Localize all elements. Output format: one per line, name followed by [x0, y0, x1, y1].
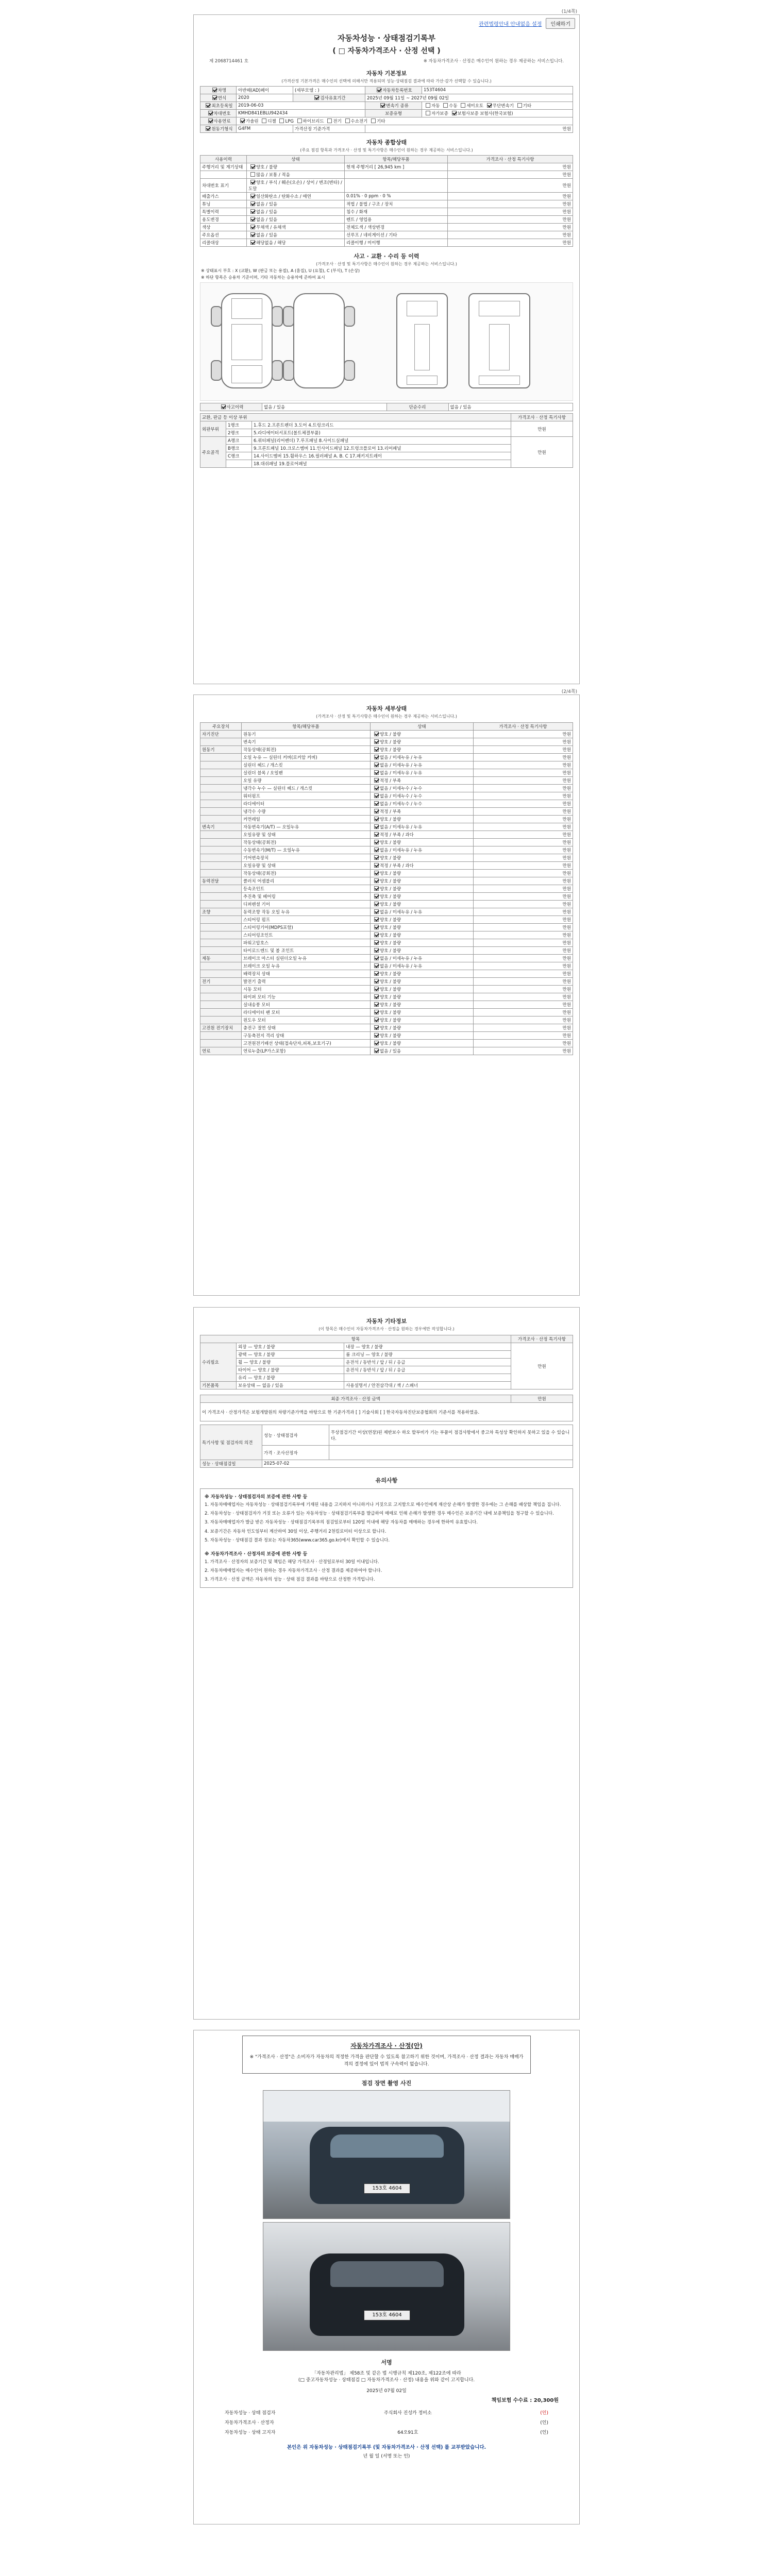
notice-item: 4. 보증기간은 자동차 인도일부터 계산하여 30일 이상, 주행거리 2천킬로미터 이상으로 합니다. — [205, 1529, 386, 1534]
price-estimate-box: 자동차가격조사 · 산정(안) ※ "가격조사 · 산정"은 소비자가 자동차의 적정한 가격을 판단할 수 있도록 참고하기 위한 것이며, 가격조사 · 산정 결과는 자동차 매매가격의 결정에 있어 법적 구속력이 없습니다. — [242, 2036, 531, 2074]
fee: 책임보험 수수료 : 20,300원 — [491, 2398, 559, 2403]
print-button[interactable]: 인쇄하기 — [546, 18, 575, 29]
checkbox-checked-icon[interactable] — [374, 762, 379, 767]
table-row: 수리필요 외장 — 양호 / 불량 내장 — 양호 / 불량 만원 — [200, 1343, 573, 1351]
roof-panel — [231, 324, 262, 360]
table-row: 오일유량 및 상태 적정 / 부족 / 과다 만원 — [200, 831, 573, 839]
checkbox-checked-icon[interactable] — [374, 886, 379, 891]
checkbox-checked-icon[interactable] — [250, 240, 255, 245]
checkbox-checked-icon[interactable] — [380, 103, 385, 108]
table-row: 원동기 작동상태(공회전) 양호 / 불량 만원 — [200, 746, 573, 754]
table-row: 조향 동력조향 작동 오일 누유 없음 / 미세누유 / 누유 만원 — [200, 908, 573, 916]
page-number: (1/4쪽) — [561, 9, 577, 14]
checkbox-checked-icon[interactable] — [374, 917, 379, 922]
motor-type: G4FM — [237, 125, 293, 133]
table-row: 튜닝 없음 / 있음 적법 / 불법 / 구조 / 장치 만원 — [200, 200, 573, 208]
basic-info-note: (가격산정 기본가격은 매수인의 선택에 의해서만 적용되며 성능·상태점검 결과에 따라 가산·감가 선택할 수 있습니다.) — [281, 79, 492, 83]
table-row: 배력장치 상태 양호 / 불량 만원 — [200, 970, 573, 978]
license-plate: 153호 4604 — [364, 2183, 410, 2194]
checkbox-checked-icon[interactable] — [374, 994, 379, 999]
fuel-options: 가솔린 디젤 LPG 하이브리드 전기 수소전기 기타 — [237, 117, 573, 125]
checkbox-checked-icon[interactable] — [374, 1033, 379, 1038]
table-row: 커먼레일 양호 / 불량 만원 — [200, 816, 573, 823]
notice-item: 3. 가격조사 · 산정 금액은 자동차의 성능 · 상태 점검 결과를 바탕으로 산정한 가격입니다. — [205, 1577, 375, 1583]
table-row: 냉각수 누수 — 실린더 헤드 / 개스킷 없음 / 미세누수 / 누수 만원 — [200, 785, 573, 792]
price-basis-label: 가격산정 기준가격 — [293, 125, 365, 133]
checkbox-checked-icon[interactable] — [374, 778, 379, 783]
wheel — [272, 306, 283, 327]
checkbox-checked-icon[interactable] — [374, 956, 379, 960]
etc-note: (이 항목은 매수인이 자동차가격조사 · 산정을 원하는 경우에만 작성합니다.) — [318, 1327, 455, 1331]
accident-note: (가격조사 · 산정 및 특기사항은 매수인이 원하는 경우 제공하는 서비스입니다.) — [316, 262, 457, 266]
signer-row: 자동차성능 · 상태 점검자 주식회사 진성카 정비소 (인) — [225, 2411, 548, 2416]
photo-title: 점검 장면 촬영 사진 — [361, 2080, 412, 2087]
checkbox-empty-icon[interactable] — [461, 103, 465, 108]
table-row: 배출가스 일산화탄소 / 탄화수소 / 매연 0.01% · 0 ppm · 0 % 만원 — [200, 193, 573, 200]
checkbox-checked-icon[interactable] — [374, 863, 379, 868]
table-row: 특별이력 없음 / 있음 침수 / 화재 만원 — [200, 208, 573, 216]
checkbox-checked-icon[interactable] — [374, 1025, 379, 1030]
notice-item: 1. 자동차매매업자는 자동차성능 · 상태점검기록부에 기재된 내용을 고지하지 아니하거나 거짓으로 고지함으로 매수인에게 재산상 손해가 발생한 경우에는 그 손해를 배상할 책임을 집니다. — [205, 1502, 561, 1507]
wheel — [283, 306, 294, 327]
checkbox-empty-icon[interactable] — [426, 111, 430, 115]
table-row: 리콜대상 해당없음 / 해당 리콜이행 / 미이행 만원 — [200, 239, 573, 247]
checkbox-empty-icon[interactable] — [517, 103, 522, 108]
table-row: 변속기 양호 / 불량 만원 — [200, 738, 573, 746]
table-row: 연료 연료누출(LP가스포함) 없음 / 있음 만원 — [200, 1047, 573, 1055]
table-row: 동력전달 클러치 어셈블리 양호 / 불량 만원 — [200, 877, 573, 885]
table-row: 냉각수 수량 적정 / 부족 만원 — [200, 808, 573, 816]
checkbox-checked-icon[interactable] — [250, 194, 255, 198]
accident-summary: 사고이력 없음 / 있음 단순수리 없음 / 있음 — [200, 403, 573, 411]
checkbox-checked-icon[interactable] — [374, 840, 379, 844]
reg-number: 153T4604 — [422, 87, 573, 94]
checkbox-checked-icon[interactable] — [208, 111, 213, 115]
sign-title: 서명 — [381, 2359, 392, 2366]
frame-panel — [479, 301, 520, 316]
checkbox-checked-icon[interactable] — [374, 925, 379, 929]
checkbox-checked-icon[interactable] — [374, 755, 379, 759]
checkbox-checked-icon[interactable] — [374, 1018, 379, 1022]
table-row: 주행거리 및 계기상태 양호 / 불량 현재 주행거리 [ 26,945 km ] 만원 — [200, 163, 573, 171]
wheel — [283, 360, 294, 381]
checkbox-checked-icon[interactable] — [374, 1048, 379, 1053]
checkbox-checked-icon[interactable] — [374, 979, 379, 984]
checkbox-checked-icon[interactable] — [250, 164, 255, 169]
table-row: 수동변속기(M/T) — 오일누유 없음 / 미세누유 / 누유 만원 — [200, 846, 573, 854]
table-row: 작동상태(공회전) 양호 / 불량 만원 — [200, 839, 573, 846]
vin: KMHD841EBLU942434 — [237, 110, 365, 117]
first-reg-date: 2019-06-03 — [237, 102, 365, 110]
table-row: 스티어링기어(MDPS포함) 양호 / 불량 만원 — [200, 924, 573, 931]
table-row: 등속조인트 양호 / 불량 만원 — [200, 885, 573, 893]
checkbox-checked-icon[interactable] — [250, 209, 255, 214]
frame-panel — [407, 301, 438, 316]
table-row: 타이어 — 양호 / 불량 운전석 / 동반석 / 앞 / 뒤 / 응급 — [200, 1366, 573, 1374]
checkbox-checked-icon[interactable] — [374, 948, 379, 953]
exterior-table: 교환, 판금 등 이상 부위 가격조사 · 산정 특기사항 외판부위 1랭크 1.후드 2.프론트펜더 3.도어 4.트렁크리드 만원 2랭크 5.라디에이터서포트(볼트체결부품) 주요골격 A랭크 6.쿼터패널(리어펜더) 7.루프패널 8.사이드실패널 만원 B랭크 9.프론트패널 10.크로스멤버 11.인사이드패널 12.트렁크플로어 13.리어패널 C랭크 14.사이드멤버 15.휠하우스 16.필러패널 A. B. C 17.패키지트레이 18.대쉬패널 19.플로어패널 — [200, 413, 573, 468]
checkbox-empty-icon[interactable] — [426, 103, 430, 108]
doc-title: 자동차성능 · 상태점검기록부 — [337, 33, 436, 43]
accident-legend: ※ 상태표시 부호 : X (교환), W (판금 또는 용접), A (흠집), U (요철), C (부식), T (손상) — [201, 268, 360, 273]
checkbox-checked-icon[interactable] — [374, 809, 379, 814]
checkbox-empty-icon[interactable] — [297, 118, 302, 123]
checkbox-checked-icon[interactable] — [374, 855, 379, 860]
status-note: (주요 점검 항목과 가격조사 · 산정 및 특기사항은 매수인이 원하는 경우 제공하는 서비스입니다.) — [300, 148, 473, 152]
notice-item: 1. 가격조사 · 산정자의 보증기간 및 책임은 해당 가격조사 · 산정일로부터 30일 이내입니다. — [205, 1559, 379, 1565]
table-row: 기본품목 보유상태 — 없음 / 있음 사용설명서 / 안전삼각대 / 잭 / 스패너 — [200, 1382, 573, 1389]
table-row: 와이퍼 모터 기능 양호 / 불량 만원 — [200, 993, 573, 1001]
table-row: 주요옵션 없음 / 있음 선루프 / 네비게이션 / 기타 만원 — [200, 231, 573, 239]
table-row: 실린더 블록 / 오일팬 없음 / 미세누유 / 누유 만원 — [200, 769, 573, 777]
table-row: 광택 — 양호 / 불량 룸 크리닝 — 양호 / 불량 — [200, 1351, 573, 1359]
checkbox-empty-icon[interactable] — [345, 118, 350, 123]
detail-note: (가격조사 · 산정 및 특기사항은 매수인이 원하는 경우 제공하는 서비스입니다.) — [316, 714, 457, 719]
checkbox-checked-icon[interactable] — [374, 824, 379, 829]
doc-number: 제 2068714461 호 — [209, 59, 248, 64]
checkbox-checked-icon[interactable] — [374, 933, 379, 937]
checkbox-checked-icon[interactable] — [374, 801, 379, 806]
year: 2020 — [237, 94, 293, 102]
checkbox-checked-icon[interactable] — [374, 1002, 379, 1007]
checkbox-checked-icon[interactable] — [374, 940, 379, 945]
notice-item: 5. 자동차성능 · 상태점검 결과 정보는 자동차365(www.car365.go.kr)에서 확인할 수 있습니다. — [205, 1537, 390, 1543]
checkbox-empty-icon[interactable] — [250, 172, 255, 177]
checkbox-checked-icon[interactable] — [374, 848, 379, 852]
etc-table: 항목 가격조사 · 산정 특기사항 수리필요 외장 — 양호 / 불량 내장 — 양호 / 불량 만원 광택 — 양호 / 불량 룸 크리닝 — 양호 / 불량 휠 — 양호 / 불량 운전석 / 동반석 / 앞 / 뒤 / 응급 타이어 — 양호 / 불량 운전석 / 동반석 / 앞 / 뒤 / 응급 유리 — 양호 / 불량 기본품목 보유상태 — 없음 / 있음 사용설명서 / 안전삼각대 / 잭 / 스패너 — [200, 1335, 573, 1389]
checkbox-checked-icon[interactable] — [377, 88, 381, 92]
table-row: 윈도우 모터 양호 / 불량 만원 — [200, 1016, 573, 1024]
wheel — [211, 306, 222, 327]
checkbox-checked-icon[interactable] — [374, 1010, 379, 1014]
checkbox-checked-icon[interactable] — [374, 770, 379, 775]
sign-law-2: (□ 중고자동차성능 · 상태점검 □ 자동차가격조사 · 산정) 내용을 위와 같이 고지합니다. — [298, 2378, 475, 2383]
basic-info-table: 차명 아반떼(AD)페이 (세부모델 : ) 자동차등록번호 153T4604 연식 2020 검사유효기간 2025년 09월 11일 ~ 2027년 09월 02일 최초등록일 2019-06-03 변속기 종류 자동 수동 세미오토 무단변속기 기타 차대번호 KMHD841EBLU942434 보증유형 자가보증 보험사보증 보험사(한국보험) 사용연료 가솔린 디젤 LPG 하이브리드 전기 수소전기 기타 원동기형식 G4FM 가격산정 기준가격 만원 — [200, 86, 573, 133]
frame-panel — [479, 376, 520, 385]
page-2 — [193, 689, 580, 1296]
accident-title: 사고 · 교환 · 수리 등 이력 — [354, 253, 419, 260]
checkbox-checked-icon[interactable] — [208, 118, 213, 123]
checkbox-checked-icon[interactable] — [250, 225, 255, 229]
warranty-label: 보증유형 — [365, 110, 422, 117]
trunk-panel — [231, 365, 262, 383]
accident-legend-2: ※ 하단 항목은 승용차 기준이며, 기타 자동차는 승용차에 준하여 표시 — [201, 275, 325, 280]
table-row: 유리 — 양호 / 불량 — [200, 1374, 573, 1382]
page-number: (2/4쪽) — [561, 689, 577, 694]
checkbox-checked-icon[interactable] — [240, 118, 245, 123]
table-row: 브레이크 오일 누유 없음 / 미세누유 / 누유 만원 — [200, 962, 573, 970]
checkbox-checked-icon[interactable] — [250, 232, 255, 237]
notice-box: ※ 자동차성능 · 상태점검자의 보증에 관한 사항 등 1. 자동차매매업자는 자동차성능 · 상태점검기록부에 기재된 내용을 고지하지 아니하거나 거짓으로 고지함으로 매수인에게 재산상 손해가 발생한 경우에는 그 손해를 배상할 책임을 집니다. 2. 자동차성능 · 상태점검자가 거짓 또는 오류가 있는 자동차성능 · 상태점검기록부를 발급하여 매매로 인해 손해가 발생한 경우 매수인은 보증기간 내에 보증책임을 청구할 수 있습니다. 3. 자동차매매업자가 발급 받은 자동차성능 · 상태점검기록부의 점검일로부터 120일 이내에 해당 자동차를 매매하는 경우에 한하여 유효합니다. 4. 보증기간은 자동차 인도일부터 계산하여 30일 이상, 주행거리 2천킬로미터 이상으로 합니다. 5. 자동차성능 · 상태점검 결과 정보는 자동차365(www.car365.go.kr)에서 확인할 수 있습니다. ※ 자동차가격조사 · 산정자의 보증에 관한 사항 등 1. 가격조사 · 산정자의 보증기간 및 책임은 해당 가격조사 · 산정일로부터 30일 이내입니다. 2. 자동차매매업자는 매수인이 원하는 경우 자동차가격조사 · 산정 결과를 제공하여야 합니다. 3. 가격조사 · 산정 금액은 자동차의 성능 · 상태 점검 결과를 바탕으로 산정한 가격입니다. — [200, 1488, 573, 1588]
page-1 — [193, 9, 580, 684]
notice-title: 유의사항 — [375, 1477, 398, 1484]
wheel — [344, 360, 355, 381]
table-row: 고전원 전기장치 충전구 절연 상태 양호 / 불량 만원 — [200, 1024, 573, 1032]
table-row: 전기 발전기 출력 양호 / 불량 만원 — [200, 978, 573, 986]
table-row: 색상 무채색 / 유채색 전체도색 / 색상변경 만원 — [200, 224, 573, 231]
table-row: 스티어링 펌프 양호 / 불량 만원 — [200, 916, 573, 924]
checkbox-checked-icon[interactable] — [374, 786, 379, 790]
checkbox-checked-icon[interactable] — [487, 103, 492, 108]
checkbox-empty-icon[interactable] — [327, 118, 332, 123]
status-table: 사용이력 상태 항목/해당부품 가격조사 · 산정 특기사항 주행거리 및 계기상태 양호 / 불량 현재 주행거리 [ 26,945 km ] 만원 많음 / 보통 / 적음 만원 차대번호 표기 양호 / 부식 / 훼손(오손) / 상이 / 변조(변타) / 도말 만원 배출가스 일산화탄소 / 탄화수소 / 매연 0.01% · 0 ppm · 0 % 만원 튜닝 없음 / 있음 적법 / 불법 / 구조 / 장치 만원 특별이력 없음 / 있음 침수 / 화재 만원 용도변경 없음 / 있음 렌트 / 영업용 만원 색상 무채색 / 유채색 전체도색 / 색상변경 만원 주요옵션 없음 / 있음 선루프 / 네비게이션 / 기타 만원 리콜대상 해당없음 / 해당 리콜이행 / 미이행 만원 — [200, 155, 573, 247]
car-bottom-view — [293, 293, 345, 388]
checkbox-empty-icon[interactable] — [443, 103, 448, 108]
etc-title: 자동차 기타정보 — [366, 1318, 407, 1325]
checkbox-checked-icon[interactable] — [374, 747, 379, 752]
table-row: 고전원전기배선 상태(접속단자,피복,보호기구) 양호 / 불량 만원 — [200, 1040, 573, 1047]
signer-row: 자동차성능 · 상태 고지자 64오91호 (인) — [225, 2430, 548, 2435]
table-row: 오일유량 및 상태 적정 / 부족 / 과다 만원 — [200, 862, 573, 870]
notice-item: 2. 자동차성능 · 상태점검자가 거짓 또는 오류가 있는 자동차성능 · 상태점검기록부를 발급하여 매매로 인해 손해가 발생한 경우 매수인은 보증기간 내에 보증책임을 청구할 수 있습니다. — [205, 1511, 554, 1517]
basic-info-title: 자동차 기본정보 — [366, 70, 407, 77]
checkbox-checked-icon[interactable] — [221, 404, 226, 409]
table-row: 라디에이터 팬 모터 양호 / 불량 만원 — [200, 1009, 573, 1016]
table-row: 타이로드엔드 및 볼 조인트 양호 / 불량 만원 — [200, 947, 573, 955]
checkbox-checked-icon[interactable] — [374, 732, 379, 736]
table-row: 차대번호 표기 양호 / 부식 / 훼손(오손) / 상이 / 변조(변타) / 도말 만원 — [200, 179, 573, 193]
rear-photo — [263, 2222, 510, 2351]
frame-panel — [414, 324, 430, 370]
warranty-options: 자가보증 보험사보증 보험사(한국보험) — [422, 110, 573, 117]
frame-panel — [407, 376, 438, 385]
car-grade: (세부모델 : ) — [293, 87, 365, 94]
checkbox-checked-icon[interactable] — [212, 88, 217, 92]
checkbox-checked-icon[interactable] — [374, 987, 379, 991]
checkbox-checked-icon[interactable] — [250, 217, 255, 222]
checkbox-checked-icon[interactable] — [374, 871, 379, 875]
transmission-options: 자동 수동 세미오토 무단변속기 기타 — [422, 102, 573, 110]
special-table: 특기사항 및 점검자의 의견 성능 · 상태점검자 무상점검기간 이상(연장)된 제반보수 하오 할부비가 기는 부품이 점검사항에서 중고차 특성상 확인하지 못하고 있을 수 있습니다. 가격 · 조사산정자 성능 · 상태점검일 2025-07-02 — [200, 1425, 573, 1468]
table-row: 작동상태(공회전) 양호 / 불량 만원 — [200, 870, 573, 877]
checkbox-checked-icon[interactable] — [212, 95, 217, 100]
hood-panel — [231, 298, 262, 319]
top-bar — [479, 18, 575, 29]
checkbox-checked-icon[interactable] — [452, 111, 457, 115]
table-row: 구동축전지 격리 상태 양호 / 불량 만원 — [200, 1032, 573, 1040]
notice-item: 2. 자동차매매업자는 매수인이 원하는 경우 자동차가격조사 · 산정 결과를 제공하여야 합니다. — [205, 1568, 382, 1574]
wheel — [272, 360, 283, 381]
table-row: 라디에이터 없음 / 미세누수 / 누수 만원 — [200, 800, 573, 808]
page-3 — [193, 1307, 580, 2020]
front-photo — [263, 2090, 510, 2219]
checkbox-checked-icon[interactable] — [374, 963, 379, 968]
checkbox-checked-icon[interactable] — [374, 878, 379, 883]
price-unit: 만원 — [365, 125, 573, 133]
law-link[interactable]: 관련법령안내 안내없음 설정 — [479, 22, 542, 27]
table-row: 파워고압호스 양호 / 불량 만원 — [200, 939, 573, 947]
checkbox-checked-icon[interactable] — [374, 817, 379, 821]
footer: 본인은 위 자동차성능 · 상태점검기록부 (및 자동차가격조사 · 산정 선택) 를 교부받았습니다. — [287, 2445, 486, 2450]
table-row: 용도변경 없음 / 있음 렌트 / 영업용 만원 — [200, 216, 573, 224]
checkbox-checked-icon[interactable] — [374, 971, 379, 976]
table-row: 추진축 및 베어링 양호 / 불량 만원 — [200, 893, 573, 901]
checkbox-empty-icon[interactable] — [279, 118, 284, 123]
checkbox-checked-icon[interactable] — [374, 909, 379, 914]
car-diagram-icon — [200, 282, 573, 401]
checkbox-checked-icon[interactable] — [374, 793, 379, 798]
table-row: 시동 모터 양호 / 불량 만원 — [200, 986, 573, 993]
table-row: 오일 유량 적정 / 부족 만원 — [200, 777, 573, 785]
checkbox-checked-icon[interactable] — [206, 103, 210, 108]
doc-note: ※ 자동차가격조사 · 산정은 매수인이 원하는 경우 제공하는 서비스입니다. — [423, 59, 564, 64]
checkbox-checked-icon[interactable] — [374, 1041, 379, 1045]
sign-date: 2025년 07월 02일 — [366, 2388, 407, 2394]
car-name: 아반떼(AD)페이 — [237, 87, 293, 94]
table-row: 자기진단 원동기 양호 / 불량 만원 — [200, 731, 573, 738]
checkbox-checked-icon[interactable] — [206, 126, 210, 131]
signer-list — [225, 2408, 548, 2437]
table-row: 실내송풍 모터 양호 / 불량 만원 — [200, 1001, 573, 1009]
checkbox-checked-icon[interactable] — [374, 894, 379, 899]
checkbox-checked-icon[interactable] — [250, 201, 255, 206]
table-row: 스티어링조인트 양호 / 불량 만원 — [200, 931, 573, 939]
detail-title: 자동차 세부상태 — [366, 705, 407, 712]
wheel — [344, 306, 355, 327]
valid-period: 2025년 09월 11일 ~ 2027년 09월 02일 — [365, 94, 573, 102]
table-row: 오일 누유 — 실린더 커버(로커암 커버) 없음 / 미세누유 / 누유 만원 — [200, 754, 573, 761]
checkbox-checked-icon[interactable] — [374, 832, 379, 837]
table-row: 많음 / 보통 / 적음 만원 — [200, 171, 573, 179]
checkbox-checked-icon[interactable] — [374, 739, 379, 744]
checkbox-checked-icon[interactable] — [374, 902, 379, 906]
page-4 — [193, 2030, 580, 2524]
detail-table: 주요장치 항목/해당부품 상태 가격조사 · 산정 특기사항 자기진단 원동기 양호 / 불량 만원 변속기 양호 / 불량 만원 원동기 작동상태(공회전) 양호 / 불량 만원 오일 누유 — 실린더 커버(로커암 커버) 없음 / 미세누유 / 누유 만원 실린더 헤드 / 개스킷 없음 / 미세누유 / 누유 만원 실린더 블록 / 오일팬 없음 / 미세누유 / 누유 만원 오일 유량 적정 / 부족 만원 냉각수 누수 — 실린더 헤드 / 개스킷 없음 / 미세누수 / 누수 만원 워터펌프 없음 / 미세누수 / 누수 만원 라디에이터 없음 / 미세누수 / 누수 만원 냉각수 수량 적정 / 부족 만원 커먼레일 양호 / 불량 만원 변속기 자동변속기(A/T) — 오일누유 없음 / 미세누유 / 누유 만원 오일유량 및 상태 적정 / 부족 / 과다 만원 작동상태(공회전) 양호 / 불량 만원 수동변속기(M/T) — 오일누유 없음 / 미세누유 / 누유 만원 기어변속장치 양호 / 불량 만원 오일유량 및 상태 적정 / 부족 / 과다 만원 작동상태(공회전) 양호 / 불량 만원 동력전달 클러치 어셈블리 양호 / 불량 만원 등속조인트 양호 / 불량 만원 추진축 및 베어링 양호 / 불량 만원 디퍼렌셜 기어 양호 / 불량 만원 조향 동력조향 작동 오일 누유 없음 / 미세누유 / 누유 만원 스티어링 펌프 양호 / 불량 만원 스티어링기어(MDPS포함) 양호 / 불량 만원 스티어링조인트 양호 / 불량 만원 파워고압호스 양호 / 불량 만원 타이로드엔드 및 볼 조인트 양호 / 불량 만원 제동 브레이크 마스터 실린더오일 누유 없음 / 미세누유 / 누유 만원 브레이크 오일 누유 없음 / 미세누유 / 누유 만원 배력장치 상태 양호 / 불량 만원 전기 발전기 출력 양호 / 불량 만원 시동 모터 양호 / 불량 만원 와이퍼 모터 기능 양호 / 불량 만원 실내송풍 모터 양호 / 불량 만원 라디에이터 팬 모터 양호 / 불량 만원 윈도우 모터 양호 / 불량 만원 고전원 전기장치 충전구 절연 상태 양호 / 불량 만원 구동축전지 격리 상태 양호 / 불량 만원 고전원전기배선 상태(접속단자,피복,보호기구) 양호 / 불량 만원 연료 연료누출(LP가스포함) 없음 / 있음 만원 — [200, 722, 573, 1055]
checkbox-empty-icon[interactable] — [262, 118, 266, 123]
checkbox-empty-icon[interactable] — [371, 118, 376, 123]
table-row: 실린더 헤드 / 개스킷 없음 / 미세누유 / 누유 만원 — [200, 761, 573, 769]
opinion-table: 최종 가격조사 · 산정 금액 만원 이 가격조사 · 산정가격은 보험개발원의 차량기준가액을 바탕으로 한 기준가격과 [ ] 기술사회 [ ] 한국자동차진단보증협회의 기준서를 적용하였음. — [200, 1395, 573, 1421]
license-plate: 153호 4604 — [364, 2310, 410, 2320]
doc-subtitle: ( □ 자동차가격조사 · 산정 선택 ) — [332, 47, 441, 55]
sign-law: 「자동차관리법」 제58조 및 같은 법 시행규칙 제120조, 제122조에 따라 — [312, 2371, 461, 2376]
status-title: 자동차 종합상태 — [366, 139, 407, 146]
table-row: 제동 브레이크 마스터 실린더오일 누유 없음 / 미세누유 / 누유 만원 — [200, 955, 573, 962]
checkbox-checked-icon[interactable] — [314, 95, 319, 100]
table-row: 휠 — 양호 / 불량 운전석 / 동반석 / 앞 / 뒤 / 응급 — [200, 1359, 573, 1366]
notice-item: 3. 자동차매매업자가 발급 받은 자동차성능 · 상태점검기록부의 점검일로부터 120일 이내에 해당 자동차를 매매하는 경우에 한하여 유효합니다. — [205, 1520, 478, 1526]
table-row: 기어변속장치 양호 / 불량 만원 — [200, 854, 573, 862]
footer-2: 년 월 일 (서명 또는 인) — [363, 2454, 410, 2459]
signer-row: 자동차가격조사 · 산정자 (인) — [225, 2420, 548, 2426]
table-row: 변속기 자동변속기(A/T) — 오일누유 없음 / 미세누유 / 누유 만원 — [200, 823, 573, 831]
wheel — [211, 360, 222, 381]
table-row: 워터펌프 없음 / 미세누수 / 누수 만원 — [200, 792, 573, 800]
table-row: 디퍼렌셜 기어 양호 / 불량 만원 — [200, 901, 573, 908]
frame-panel — [489, 324, 510, 370]
checkbox-checked-icon[interactable] — [250, 180, 255, 184]
